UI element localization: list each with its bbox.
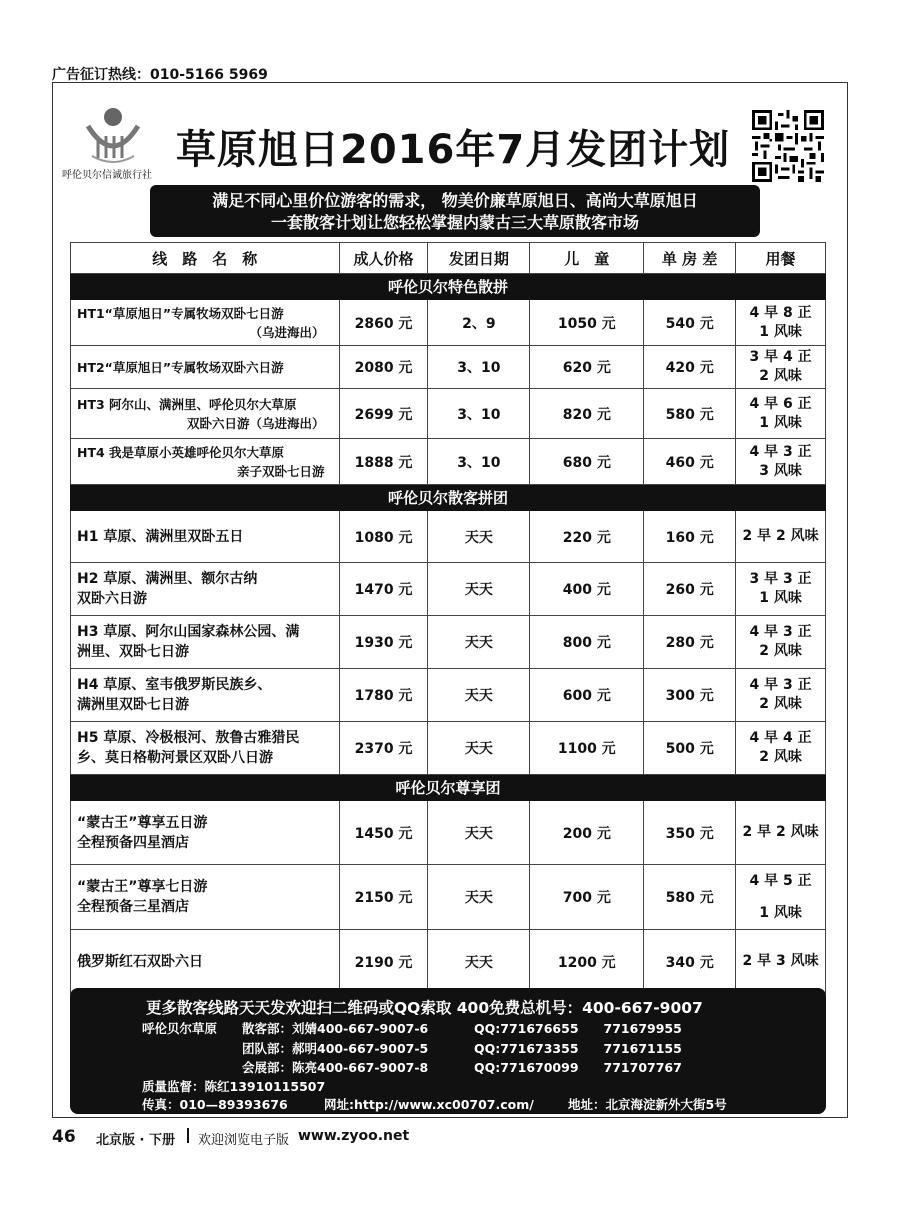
- qr-code-icon[interactable]: [752, 110, 824, 182]
- single-supplement: 300 元: [644, 669, 736, 722]
- edition-label: 北京版 · 下册: [96, 1133, 175, 1148]
- meal-line-1: 4 早 6 正: [749, 395, 812, 412]
- meal-line-2: 3 风味: [759, 462, 802, 479]
- adult-price: 2190 元: [339, 930, 428, 994]
- adult-price: 2699 元: [339, 389, 428, 439]
- slogan-line-2: 一套散客计划让您轻松掌握内蒙古三大草原散客市场: [270, 213, 639, 232]
- route-name: [71, 801, 340, 865]
- route-line-2: 洲里、双卧七日游: [77, 644, 189, 660]
- table-row: [71, 801, 826, 865]
- route-line-2: 满洲里双卧七日游: [77, 697, 189, 713]
- route-name: [71, 563, 340, 616]
- footer-headline: 更多散客线路天天发欢迎扫二维码或QQ索取 400免费总机号：400-667-9007: [146, 999, 703, 1017]
- slogan-banner: [150, 185, 760, 237]
- route-name: [71, 930, 340, 994]
- meals: [736, 511, 826, 563]
- route-line-1: “蒙古王”尊享七日游: [77, 879, 208, 895]
- company-name: 呼伦贝尔草原: [142, 1021, 218, 1036]
- child-price: 600 元: [530, 669, 644, 722]
- adult-price: 1780 元: [339, 669, 428, 722]
- header-departure-date: 发团日期: [428, 243, 530, 274]
- section-title: 呼伦贝尔散客拼团: [71, 485, 826, 511]
- single-supplement: 420 元: [644, 346, 736, 389]
- departure-date: 3、10: [428, 389, 530, 439]
- sanke-qq: QQ:771676655 771679955: [474, 1021, 682, 1036]
- table-row: [71, 511, 826, 563]
- child-price: 1200 元: [530, 930, 644, 994]
- meal-line-1: 4 早 4 正: [749, 730, 812, 746]
- hui-label: 会展部：: [242, 1060, 293, 1075]
- route-name: [71, 722, 340, 775]
- route-name: [71, 300, 340, 346]
- meals: [736, 669, 826, 722]
- route-line-2: 双卧六日游（乌进海出）: [187, 415, 325, 431]
- sanke-contact: 刘婧400-667-9007-6: [292, 1021, 429, 1036]
- meal-line-1: 3 早 3 正: [749, 571, 812, 587]
- meals: [736, 563, 826, 616]
- child-price: 680 元: [530, 439, 644, 485]
- fax: 传真：010—89393676: [142, 1097, 288, 1112]
- meal-line-1: 3 早 4 正: [749, 349, 812, 365]
- single-supplement: 340 元: [644, 930, 736, 994]
- slogan-line-1: 满足不同心里价位游客的需求， 物美价廉草原旭日、高尚大草原旭日: [212, 191, 698, 210]
- departure-date: 天天: [428, 801, 530, 865]
- single-supplement: 350 元: [644, 801, 736, 865]
- header-adult-price: 成人价格: [339, 243, 428, 274]
- route-line-1: HT1“草原旭日”专属牧场双卧七日游: [77, 305, 284, 321]
- child-price: 700 元: [530, 865, 644, 930]
- tuan-qq: QQ:771673355 771671155: [474, 1041, 682, 1056]
- address: 地址：北京海淀新外大街5号: [568, 1097, 727, 1112]
- meals: [736, 346, 826, 389]
- tour-plan-table: [70, 242, 826, 994]
- single-supplement: 160 元: [644, 511, 736, 563]
- section-header: [71, 274, 826, 300]
- page-number: 46: [52, 1127, 76, 1147]
- single-supplement: 280 元: [644, 616, 736, 669]
- departure-date: 天天: [428, 722, 530, 775]
- route-name: [71, 439, 340, 485]
- single-supplement: 500 元: [644, 722, 736, 775]
- route-name: [71, 865, 340, 930]
- meal-line-1: 4 早 5 正: [749, 873, 812, 889]
- single-supplement: 580 元: [644, 865, 736, 930]
- meal-line-2: 2 风味: [759, 643, 802, 659]
- meal-line-1: 2 早 3 风味: [742, 953, 819, 969]
- departure-date: 天天: [428, 616, 530, 669]
- meal-line-1: 4 早 3 正: [749, 624, 812, 640]
- route-name: [71, 669, 340, 722]
- child-price: 800 元: [530, 616, 644, 669]
- section-header: [71, 485, 826, 511]
- meal-line-2: 2 风味: [759, 368, 802, 384]
- sanke-label: 散客部：: [242, 1021, 293, 1036]
- child-price: 1050 元: [530, 300, 644, 346]
- adult-price: 1888 元: [339, 439, 428, 485]
- route-line-1: HT2“草原旭日”专属牧场双卧六日游: [77, 359, 284, 375]
- table-row: [71, 616, 826, 669]
- table-row: [71, 669, 826, 722]
- meal-line-2: 1 风味: [759, 323, 802, 340]
- route-name: [71, 511, 340, 563]
- quality-supervision: 质量监督：陈红13910115507: [142, 1079, 326, 1094]
- single-supplement: 260 元: [644, 563, 736, 616]
- meal-line-1: 4 早 3 正: [749, 677, 812, 693]
- hui-contact: 陈亮400-667-9007-8: [292, 1060, 429, 1075]
- adult-price: 2080 元: [339, 346, 428, 389]
- adult-price: 1080 元: [339, 511, 428, 563]
- meal-line-2: 2 风味: [759, 749, 802, 765]
- departure-date: 3、10: [428, 346, 530, 389]
- departure-date: 2、9: [428, 300, 530, 346]
- meal-line-1: 2 早 2 风味: [742, 528, 819, 544]
- browse-text: 欢迎浏览电子版: [198, 1133, 290, 1148]
- single-supplement: 580 元: [644, 389, 736, 439]
- meals: [736, 300, 826, 346]
- agency-logo-icon: [84, 106, 142, 164]
- section-title: 呼伦贝尔特色散拼: [71, 274, 826, 300]
- site-link[interactable]: www.zyoo.net: [298, 1128, 410, 1144]
- route-line-2: 亲子双卧七日游: [237, 463, 325, 479]
- departure-date: 天天: [428, 511, 530, 563]
- header-single-supplement: 单 房 差: [644, 243, 736, 274]
- route-line-1: H1 草原、满洲里双卧五日: [77, 528, 244, 545]
- route-line-1: H5 草原、冷极根河、敖鲁古雅猎民: [77, 730, 300, 746]
- departure-date: 天天: [428, 930, 530, 994]
- route-line-1: 俄罗斯红石双卧六日: [77, 953, 203, 970]
- table-row: [71, 389, 826, 439]
- route-line-1: HT4 我是草原小英雄呼伦贝尔大草原: [77, 444, 285, 460]
- route-line-1: HT3 阿尔山、满洲里、呼伦贝尔大草原: [77, 396, 297, 412]
- route-line-1: H4 草原、室韦俄罗斯民族乡、: [77, 677, 272, 693]
- divider: [187, 1128, 189, 1143]
- child-price: 1100 元: [530, 722, 644, 775]
- table-row: [71, 346, 826, 389]
- adult-price: 1470 元: [339, 563, 428, 616]
- route-line-1: H3 草原、阿尔山国家森林公园、满: [77, 624, 300, 640]
- meal-line-1: 4 早 8 正: [749, 304, 812, 321]
- header-meals: 用餐: [736, 243, 826, 274]
- meals: [736, 616, 826, 669]
- meals: [736, 865, 826, 930]
- route-line-1: “蒙古王”尊享五日游: [77, 814, 208, 831]
- adult-price: 2860 元: [339, 300, 428, 346]
- meal-line-2: 1 风味: [759, 414, 802, 431]
- page-title: 草原旭日2016年7月发团计划: [176, 127, 731, 173]
- meal-line-1: 2 早 2 风味: [742, 824, 819, 840]
- table-row: [71, 439, 826, 485]
- child-price: 820 元: [530, 389, 644, 439]
- route-name: [71, 346, 340, 389]
- route-line-2: 双卧六日游: [77, 591, 147, 607]
- contact-footer: [70, 988, 826, 1114]
- header-route: 线 路 名 称: [71, 243, 340, 274]
- table-row: [71, 300, 826, 346]
- meals: [736, 930, 826, 994]
- meals: [736, 801, 826, 865]
- section-title: 呼伦贝尔尊享团: [71, 775, 826, 801]
- departure-date: 天天: [428, 865, 530, 930]
- adult-price: 1450 元: [339, 801, 428, 865]
- section-header: [71, 775, 826, 801]
- meals: [736, 439, 826, 485]
- departure-date: 3、10: [428, 439, 530, 485]
- route-name: [71, 389, 340, 439]
- route-line-2: 乡、莫日格勒河景区双卧八日游: [77, 750, 273, 766]
- route-line-2: （乌进海出）: [249, 324, 325, 340]
- meal-line-2: 2 风味: [759, 696, 802, 712]
- hui-qq: QQ:771670099 771707767: [474, 1060, 682, 1075]
- child-price: 220 元: [530, 511, 644, 563]
- adult-price: 2370 元: [339, 722, 428, 775]
- header-child-price: 儿 童: [530, 243, 644, 274]
- child-price: 400 元: [530, 563, 644, 616]
- child-price: 200 元: [530, 801, 644, 865]
- adult-price: 2150 元: [339, 865, 428, 930]
- table-row: [71, 865, 826, 930]
- ad-hotline: 广告征订热线：010-5166 5969: [52, 67, 268, 83]
- meal-line-2: 1 风味: [759, 590, 802, 606]
- adult-price: 1930 元: [339, 616, 428, 669]
- tuan-contact: 郝明400-667-9007-5: [292, 1041, 429, 1056]
- single-supplement: 460 元: [644, 439, 736, 485]
- table-header-row: [71, 243, 826, 274]
- route-name: [71, 616, 340, 669]
- departure-date: 天天: [428, 669, 530, 722]
- agency-name: 呼伦贝尔信诚旅行社: [62, 170, 152, 181]
- tuan-label: 团队部：: [242, 1041, 293, 1056]
- table-row: [71, 930, 826, 994]
- table-row: [71, 722, 826, 775]
- single-supplement: 540 元: [644, 300, 736, 346]
- route-line-2: 全程预备三星酒店: [77, 899, 189, 915]
- meal-line-1: 4 早 3 正: [749, 443, 812, 460]
- agency-logo: [62, 106, 162, 186]
- meal-line-2: 1 风味: [759, 905, 802, 921]
- meals: [736, 389, 826, 439]
- child-price: 620 元: [530, 346, 644, 389]
- departure-date: 天天: [428, 563, 530, 616]
- route-line-1: H2 草原、满洲里、额尔古纳: [77, 571, 258, 587]
- meals: [736, 722, 826, 775]
- table-row: [71, 563, 826, 616]
- route-line-2: 全程预备四星酒店: [77, 834, 189, 851]
- website-link[interactable]: 网址:http://www.xc00707.com/: [324, 1097, 534, 1112]
